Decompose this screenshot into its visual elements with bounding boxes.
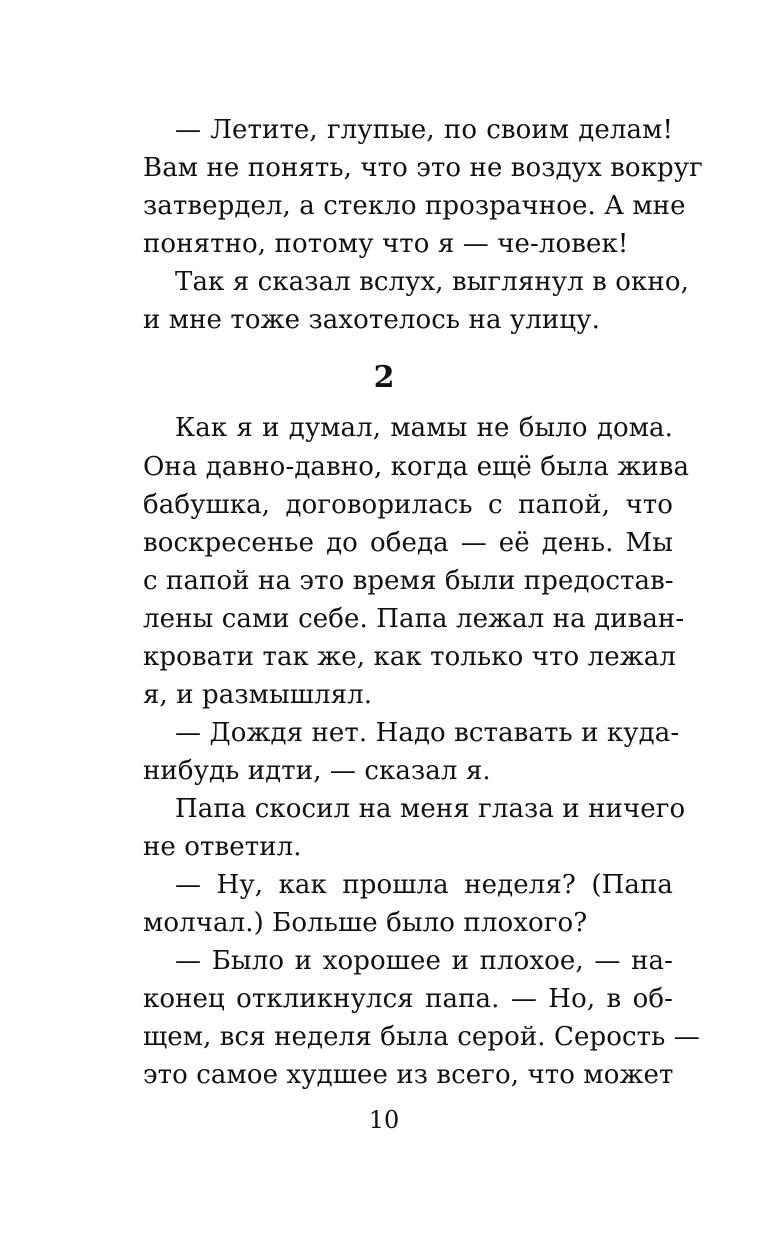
text-line: это самое худшее из всего, что может <box>143 1060 674 1090</box>
text-line: — Было и хорошее и плохое, — на- <box>175 946 673 976</box>
text-line: и мне тоже захотелось на улицу. <box>143 305 600 335</box>
text-line: Как я и думал, мамы не было дома. <box>175 413 673 443</box>
text-line: Она давно-давно, когда ещё была жива <box>143 452 690 482</box>
text-line: бабушка, договорилась с папой, что <box>143 490 673 520</box>
text-line: Вам не понять, что это не воздух вокруг <box>143 153 703 183</box>
text-line: — Летите, глупые, по своим делам! <box>175 115 673 145</box>
text-line: Так я сказал вслух, выглянул в окно, <box>175 267 689 297</box>
text-line: молчал.) Больше было плохого? <box>143 908 588 938</box>
text-line: понятно, потому что я — че-ловек! <box>143 229 629 259</box>
text-line: воскресенье до обеда — её день. Мы <box>143 528 673 558</box>
text-line: щем, вся неделя была серой. Серость — <box>143 1022 700 1052</box>
text-line: Папа скосил на меня глаза и ничего <box>175 794 686 824</box>
text-line: — Дождя нет. Надо вставать и куда- <box>175 718 680 748</box>
page-number: 10 <box>368 1106 400 1134</box>
chapter-heading: 2 <box>373 360 395 395</box>
text-line: затвердел, а стекло прозрачное. А мне <box>143 191 686 221</box>
text-line: лены сами себе. Папа лежал на диван- <box>143 604 685 634</box>
text-line: нибудь идти, — сказал я. <box>143 756 491 786</box>
text-line: конец откликнулся папа. — Но, в об- <box>143 984 673 1014</box>
text-line: с папой на это время были предостав- <box>143 566 674 596</box>
text-line: не ответил. <box>143 832 302 862</box>
text-line: — Ну, как прошла неделя? (Папа <box>175 870 673 900</box>
text-line: кровати так же, как только что лежал <box>143 642 676 672</box>
text-line: я, и размышлял. <box>143 680 373 710</box>
